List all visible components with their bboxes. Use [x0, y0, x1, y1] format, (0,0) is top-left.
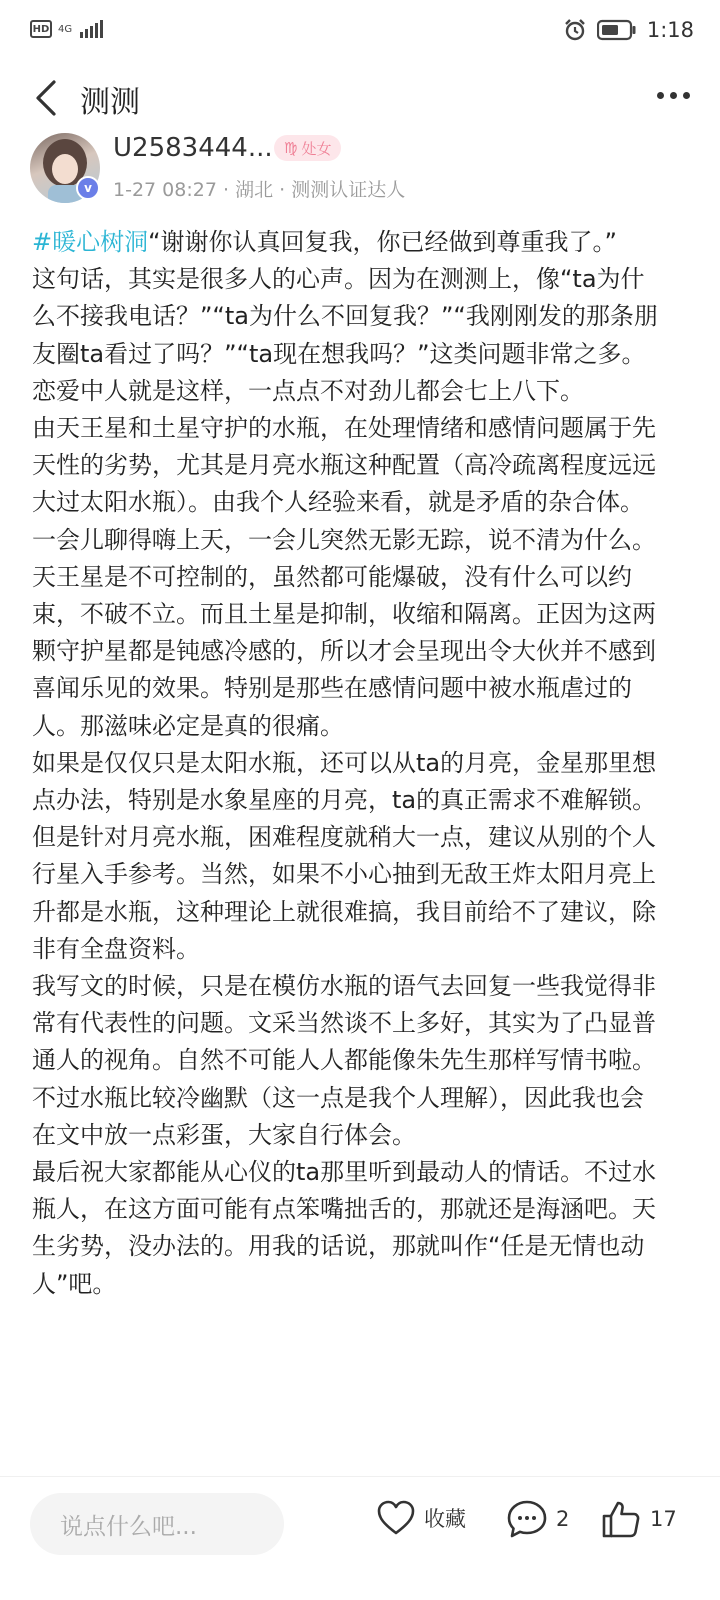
- comment-input[interactable]: 说点什么吧...: [30, 1493, 284, 1555]
- network-type: 4G: [58, 23, 73, 35]
- zodiac-badge: [274, 135, 341, 161]
- status-right: [563, 18, 694, 42]
- verified-icon: v: [76, 176, 100, 200]
- post-content: [32, 224, 664, 1303]
- bottom-action-bar: [0, 1476, 720, 1600]
- status-bar: [0, 0, 720, 64]
- favorite-button[interactable]: [376, 1499, 466, 1537]
- author-certification: 测测认证达人: [291, 179, 406, 201]
- like-button[interactable]: [600, 1499, 677, 1539]
- back-arrow-icon[interactable]: [32, 78, 62, 118]
- paragraph: [32, 224, 664, 261]
- hd-icon: HD: [30, 20, 52, 38]
- alarm-icon: [563, 18, 587, 42]
- clock: 1:18: [646, 18, 694, 42]
- comment-count: 2: [556, 1507, 570, 1531]
- paragraph-text: “谢谢你认真回复我，你已经做到尊重我了。”: [148, 228, 617, 256]
- username[interactable]: U2583444...: [113, 133, 273, 163]
- paragraph: 这句话，其实是很多人的心声。因为在测测上，像“ta为什么不接我电话？”“ta为什么不回复我？”“我刚刚发的那条朋友圈ta看过了吗？”“ta现在想我吗？”这类问题非常之多。恋爱中人就是这样，一点点不对劲儿都会七上八下。: [32, 265, 658, 405]
- status-left: [30, 20, 103, 38]
- paragraph: 如果是仅仅只是太阳水瓶，还可以从ta的月亮，金星那里想点办法，特别是水象星座的月亮，ta的真正需求不难解锁。但是针对月亮水瓶，困难程度就稍大一点，建议从别的个人行星入手参考。当然，如果不小心抽到无敌王炸太阳月亮上升都是水瓶，这种理论上就很难搞，我目前给不了建议，除非有全盘资料。: [32, 748, 657, 963]
- comment-button[interactable]: [506, 1499, 569, 1539]
- hashtag-link[interactable]: #暖心树洞: [32, 228, 149, 256]
- favorite-label: 收藏: [424, 1507, 466, 1531]
- heart-icon: [376, 1499, 416, 1537]
- post-meta: [113, 175, 405, 202]
- like-count: 17: [650, 1507, 677, 1531]
- thumbs-up-icon: [600, 1499, 642, 1539]
- comment-bubble-icon: [506, 1499, 548, 1539]
- battery-icon: [597, 19, 637, 41]
- page-title: 测测: [80, 85, 140, 120]
- post-location: 湖北: [235, 179, 274, 201]
- meta-separator: ·: [279, 179, 292, 201]
- top-nav: [0, 64, 720, 134]
- more-options-icon[interactable]: [657, 92, 690, 99]
- paragraph: 最后祝大家都能从心仪的ta那里听到最动人的情话。不过水瓶人，在这方面可能有点笨嘴拙舌的，那就还是海涵吧。天生劣势，没办法的。用我的话说，那就叫作“任是无情也动人”吧。: [32, 1158, 657, 1298]
- signal-icon: [80, 20, 103, 38]
- post-author: [30, 133, 690, 213]
- post-time: 1-27 08:27: [113, 179, 217, 201]
- paragraph: 由天王星和土星守护的水瓶，在处理情绪和感情问题属于先天性的劣势，尤其是月亮水瓶这种配置（高冷疏离程度远远大过太阳水瓶）。由我个人经验来看，就是矛盾的杂合体。一会儿聊得嗨上天，一会儿突然无影无踪，说不清为什么。天王星是不可控制的，虽然都可能爆破，没有什么可以约束，不破不立。而且土星是抑制，收缩和隔离。正因为这两颗守护星都是钝感冷感的，所以才会呈现出令大伙并不感到喜闻乐见的效果。特别是那些在感情问题中被水瓶虐过的人。那滋味必定是真的很痛。: [32, 414, 656, 740]
- virgo-icon: ♍: [284, 139, 298, 157]
- zodiac-label: 处女: [301, 139, 332, 158]
- meta-separator: ·: [222, 179, 236, 201]
- paragraph: 我写文的时候，只是在模仿水瓶的语气去回复一些我觉得非常有代表性的问题。文采当然谈不上多好，其实为了凸显普通人的视角。自然不可能人人都能像朱先生那样写情书啦。不过水瓶比较冷幽默（这一点是我个人理解），因此我也会在文中放一点彩蛋，大家自行体会。: [32, 972, 656, 1149]
